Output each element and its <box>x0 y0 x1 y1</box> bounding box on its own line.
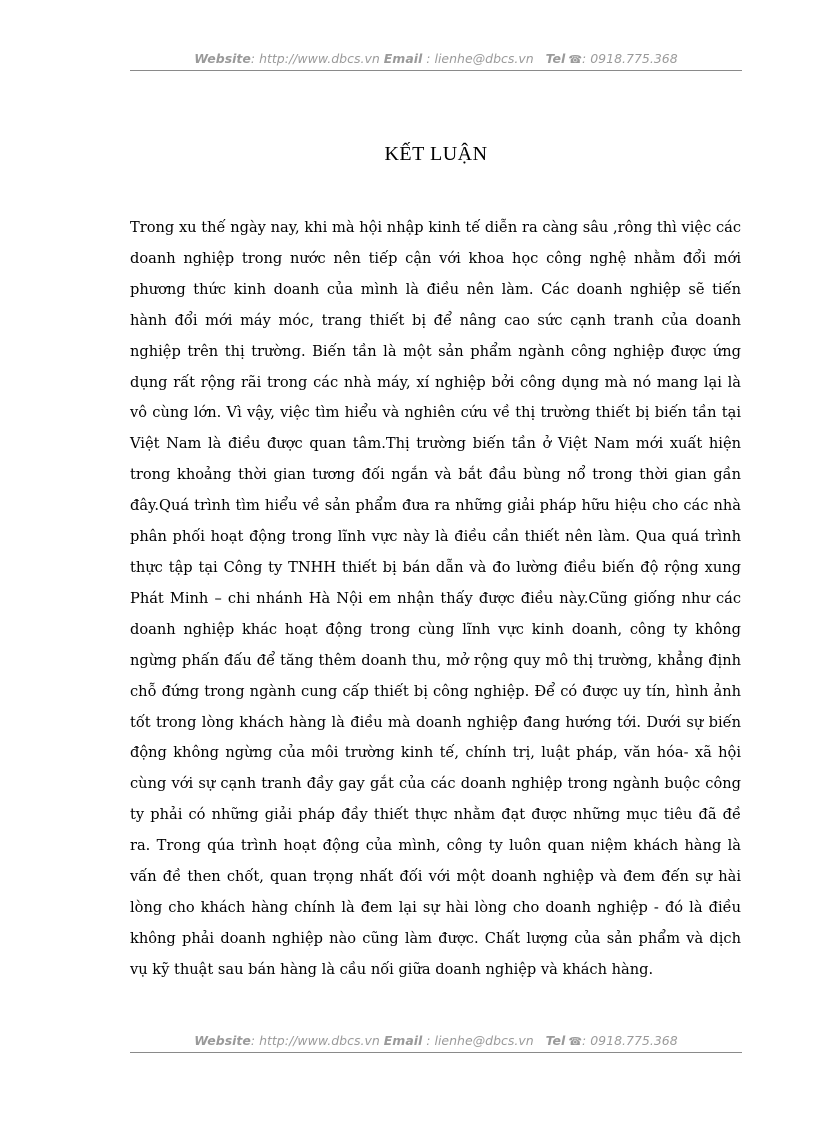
header-email-label: Email <box>383 51 423 66</box>
footer-tel-value: : 0918.775.368 <box>582 1033 678 1048</box>
body-paragraph: Trong xu thế ngày nay, khi mà hội nhập kinh tế diễn ra càng sâu ,rông thì việc các doanh nghiệp trong nước nên tiếp cận với khoa học công nghệ nhằm đổi mới phương thức kinh doanh của mình là điều nên làm. Các doanh nghiệp sẽ tiến hành đổi mới máy móc, trang thiết bị để nâng cao sức cạnh tranh của doanh nghiệp trên thị trường. Biến tần là một sản phẩm ngành công nghiệp được ứng dụng rất rộng rãi trong các nhà máy, xí nghiệp bởi công dụng mà nó mang lại là vô cùng lớn. Vì vậy, việc tìm hiểu và nghiên cứu về thị trường thiết bị biến tần tại Việt Nam là điều được quan tâm.Thị trường biến tần ở Việt Nam mới xuất hiện trong khoảng thời gian tương đối ngắn và bắt đầu bùng nổ trong thời gian gần đây.Quá trình tìm hiểu về sản phẩm đưa ra những giải pháp hữu hiệu cho các nhà phân phối hoạt động trong lĩnh vực này là điều cần thiết nên làm. Qua quá trình thực tập tại Công ty TNHH thiết bị bán dẫn và đo lường điều biến độ rộng xung Phát Minh – chi nhánh Hà Nội em nhận thấy được điều này.Cũng giống như các doanh nghiệp khác hoạt động trong cùng lĩnh vực kinh doanh, công ty không ngừng phấn đấu để tăng thêm doanh thu, mở rộng quy mô thị trường, khẳng định chỗ đứng trong ngành cung cấp thiết bị công nghiệp. Để có được uy tín, hình ảnh tốt trong lòng khách hàng là điều mà doanh nghiệp đang hướng tới. Dưới sự biến động không ngừng của môi trường kinh tế, chính trị, luật pháp, văn hóa- xã hội cùng với sự cạnh tranh đầy gay gắt của các doanh nghiệp trong ngành buộc công ty phải có những giải pháp đầy thiết thực nhằm đạt được những mục tiêu đã đề ra. Trong qúa trình hoạt động của mình, công ty luôn quan niệm khách hàng là vấn đề then chốt, quan trọng nhất đối với một doanh nghiệp và đem đến sự hài lòng cho khách hàng chính là đem lại sự hài lòng cho doanh nghiệp - đó là điều không phải doanh nghiệp nào cũng làm được. Chất lượng của sản phẩm và dịch vụ kỹ thuật sau bán hàng là cầu nối giữa doanh nghiệp và khách hàng. <box>130 219 741 978</box>
phone-icon: ☎ <box>568 53 583 66</box>
header-email-link[interactable]: : lienhe@dbcs.vn <box>422 51 534 66</box>
header-website-link[interactable]: : http://www.dbcs.vn <box>250 51 380 66</box>
phone-icon: ☎ <box>568 1035 583 1048</box>
footer-email-link[interactable]: : lienhe@dbcs.vn <box>422 1033 534 1048</box>
page-footer <box>130 1033 742 1053</box>
page-title: KẾT LUẬN <box>384 143 488 165</box>
footer-website-link[interactable]: : http://www.dbcs.vn <box>250 1033 380 1048</box>
header-tel-label: Tel <box>545 51 566 66</box>
footer-tel-label: Tel <box>545 1033 566 1048</box>
footer-website-label: Website <box>194 1033 251 1048</box>
page-header <box>130 51 742 71</box>
header-website-label: Website <box>194 51 251 66</box>
header-tel-value: : 0918.775.368 <box>582 51 678 66</box>
footer-email-label: Email <box>383 1033 423 1048</box>
